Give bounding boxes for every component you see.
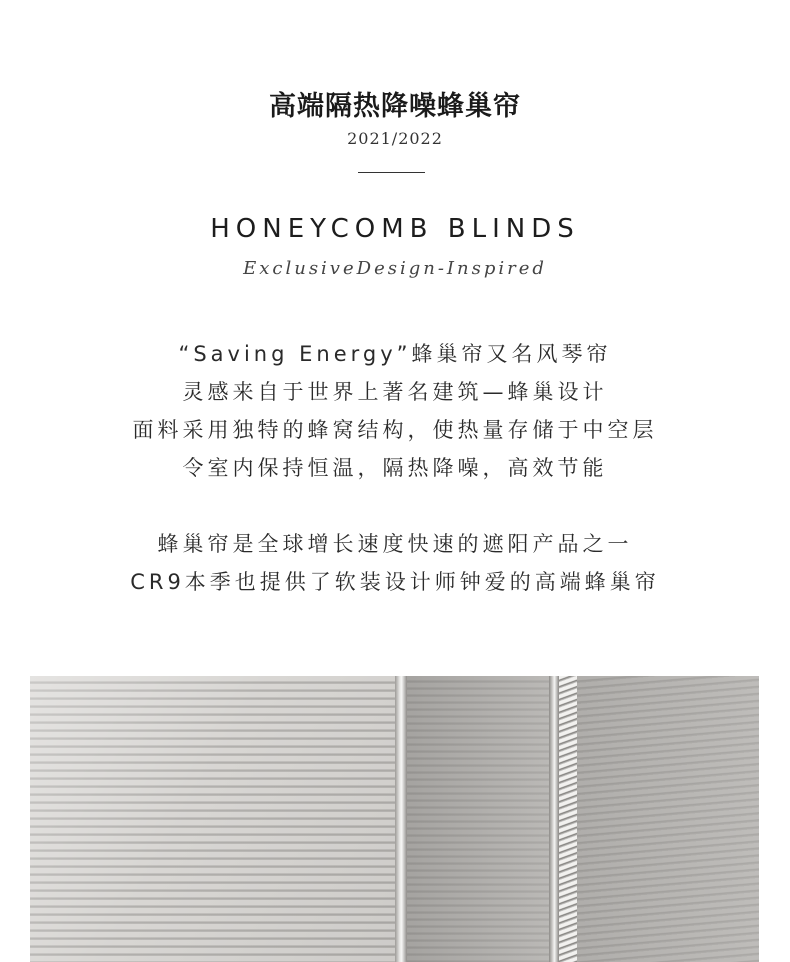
- intro-paragraph: [0, 335, 790, 487]
- intro-line: 面料采用独特的蜂窝结构，使热量存储于中空层: [132, 418, 658, 442]
- detail-line: CR9本季也提供了软装设计师钟爱的高端蜂巢帘: [130, 570, 660, 594]
- side-rail-right: [549, 676, 559, 962]
- product-photo: [30, 676, 759, 962]
- page-title: 高端隔热降噪蜂巢帘: [269, 91, 521, 122]
- detail-paragraph: [0, 525, 790, 601]
- script-tagline: ExclusiveDesign-Inspired: [243, 258, 547, 279]
- year-label: 2021/2022: [347, 129, 443, 148]
- intro-line: 令室内保持恒温，隔热降噪，高效节能: [182, 456, 608, 480]
- shade-panel-middle: [407, 676, 549, 962]
- shade-panel-right: [577, 676, 759, 962]
- side-rail-left: [395, 676, 407, 962]
- english-title: HONEYCOMB BLINDS: [210, 214, 580, 244]
- detail-line: 蜂巢帘是全球增长速度快速的遮阳产品之一: [157, 532, 633, 556]
- divider: [358, 172, 425, 173]
- intro-line: “Saving Energy”蜂巢帘又名风琴帘: [178, 342, 612, 366]
- pleat-edge: [559, 676, 577, 962]
- shade-panel-left: [30, 676, 395, 962]
- intro-line: 灵感来自于世界上著名建筑—蜂巢设计: [182, 380, 608, 404]
